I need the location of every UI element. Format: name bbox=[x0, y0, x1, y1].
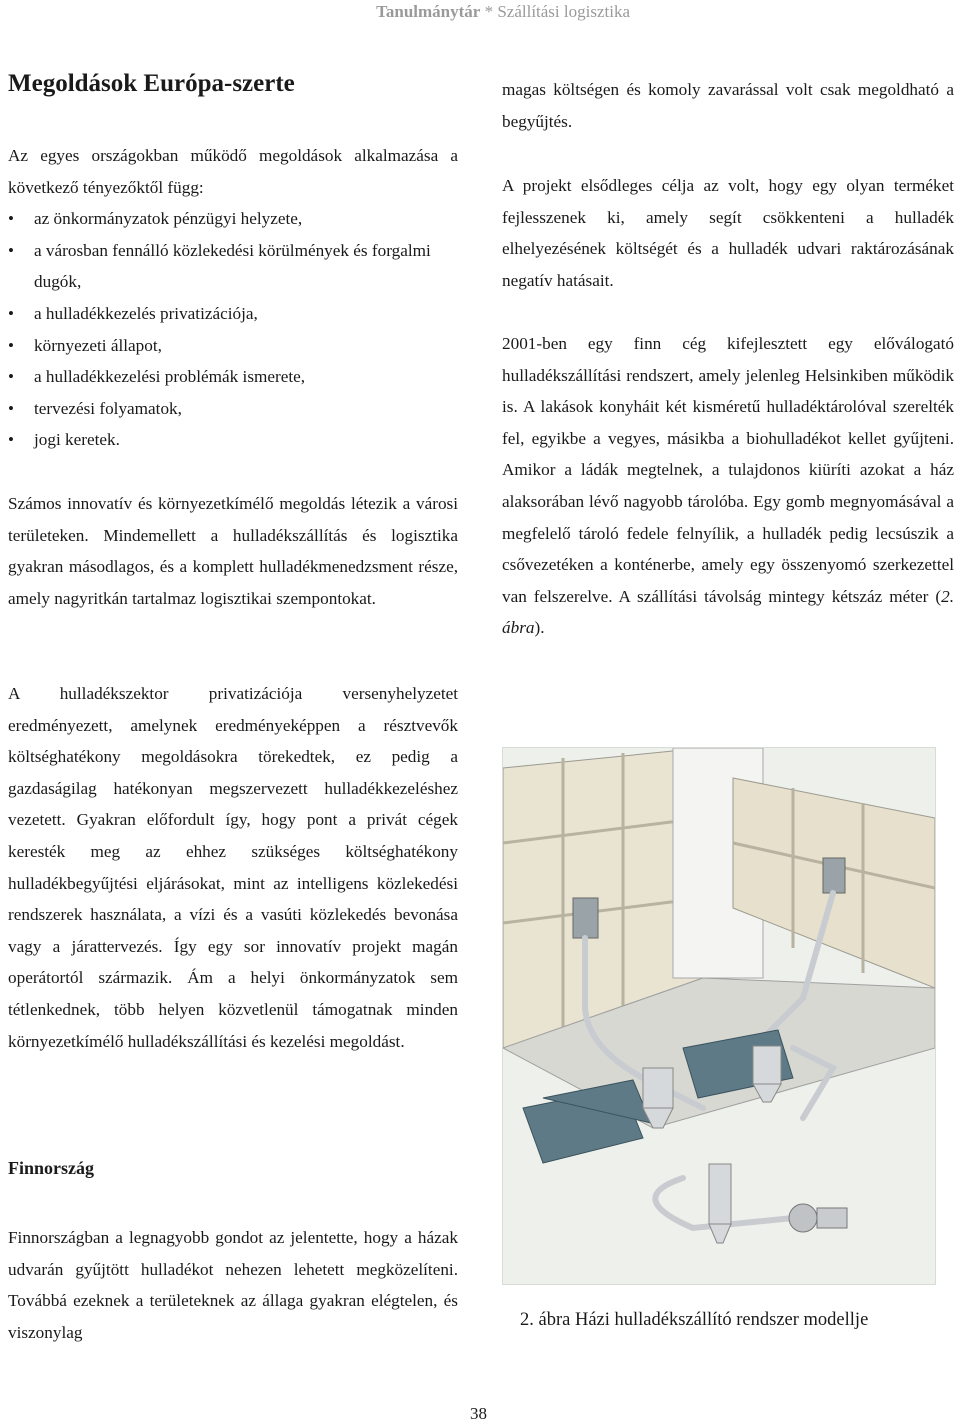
system-text: 2001-ben egy finn cég kifejlesztett egy előválogató hulladékszállítási rendszert, amely jelenleg Helsinkiben működik is. A lakások konyháit két kisméretű hulladéktárolóval szerelték fel, egyikbe a vegyes, másikba a biohulladékot kellet gyűjteni. Amikor a ládák megtelnek, a tulajdonos kiüríti azokat a ház alaksorában lévő nagyobb tárolóba. Egy gomb megnyomásával a megfelelő tároló fedele felnyílik, a hulladék pedig lecsúszik a csővezetéken a konténerbe, amely egy összenyomó szerkezettel van felszerelve. A szállítási távolság mintegy kétszáz méter ( bbox=[502, 334, 954, 606]
subheading-finland: Finnország bbox=[8, 1158, 95, 1178]
waste-system-figure bbox=[502, 747, 936, 1285]
list-item: • a hulladékkezelési problémák ismerete, bbox=[8, 361, 458, 393]
running-header bbox=[376, 2, 630, 22]
figure-caption: 2. ábra Házi hulladékszállító rendszer modellje bbox=[520, 1310, 869, 1330]
page-number: 38 bbox=[470, 1404, 487, 1423]
waste-system-illustration bbox=[503, 748, 935, 1284]
list-item: • jogi keretek. bbox=[8, 424, 458, 456]
intro-paragraph: Az egyes országokban működő megoldások alkalmazása a következő tényezőktől függ: bbox=[8, 146, 458, 197]
header-separator: * bbox=[480, 2, 498, 21]
paragraph-goal: A projekt elsődleges célja az volt, hogy egy olyan terméket fejlesszenek ki, amely segít csökkenteni a hulladék elhelyezésének költségét és a hulladék udvari raktározásának negatív hatásait. bbox=[502, 176, 954, 290]
paragraph-cost: magas költségen és komoly zavarással volt csak megoldható a begyűjtés. bbox=[502, 80, 954, 131]
list-item: • az önkormányzatok pénzügyi helyzete, bbox=[8, 203, 458, 235]
paragraph-finland: Finnországban a legnagyobb gondot az jelentette, hogy a házak udvarán gyűjtött hulladékot nehezen lehetett megközelíteni. Továbbá ezeknek a területeknek az állaga gyakran elégtelen, és viszonylag bbox=[8, 1228, 458, 1342]
paragraph-system bbox=[502, 328, 954, 644]
factor-list bbox=[8, 203, 458, 456]
header-title-part2: Szállítási logisztika bbox=[497, 2, 630, 21]
list-item: • tervezési folyamatok, bbox=[8, 393, 458, 425]
paragraph-innovative: Számos innovatív és környezetkímélő megoldás létezik a városi területeken. Mindemellett a hulladékszállítás és logisztika gyakran másodlagos, és a komplett hulladékmenedzsment része, amely nagyritkán tartalmaz logisztikai szempontokat. bbox=[8, 494, 458, 608]
left-column-top bbox=[8, 140, 458, 456]
paragraph-privatization: A hulladékszektor privatizációja versenyhelyzetet eredményezett, amelynek eredményeképpen a résztvevők költséghatékony megoldásokra törekedtek, ez pedig a gazdaságilag hatékonyan megszervezett hulladékkezeléshez vezetett. Gyakran előfordult így, hogy pont a privát cégek keresték meg az ehhez szükséges költséghatékony hulladékbegyűjtési eljárásokat, mint az intelligens közlekedési rendszerek használata, a vízi és a vasúti közlekedés bevonása vagy a járattervezés. Így egy sor innovatív projekt magán operátortól származik. Ám a helyi önkormányzatok sem tétlenkednek, több helyen közvetlenül támogatnak minden környezetkímélő hulladékszállítási és kezelési megoldást. bbox=[8, 684, 458, 1051]
figure-reference: 2. ábra bbox=[502, 586, 954, 638]
system-text-end: ). bbox=[534, 618, 545, 638]
section-heading: Megoldások Európa-szerte bbox=[8, 70, 295, 97]
header-title-part1: Tanulmánytár bbox=[376, 2, 481, 21]
list-item: • környezeti állapot, bbox=[8, 330, 458, 362]
list-item: • a hulladékkezelés privatizációja, bbox=[8, 298, 458, 330]
list-item: • a városban fennálló közlekedési körülmények és forgalmi dugók, bbox=[8, 235, 458, 298]
